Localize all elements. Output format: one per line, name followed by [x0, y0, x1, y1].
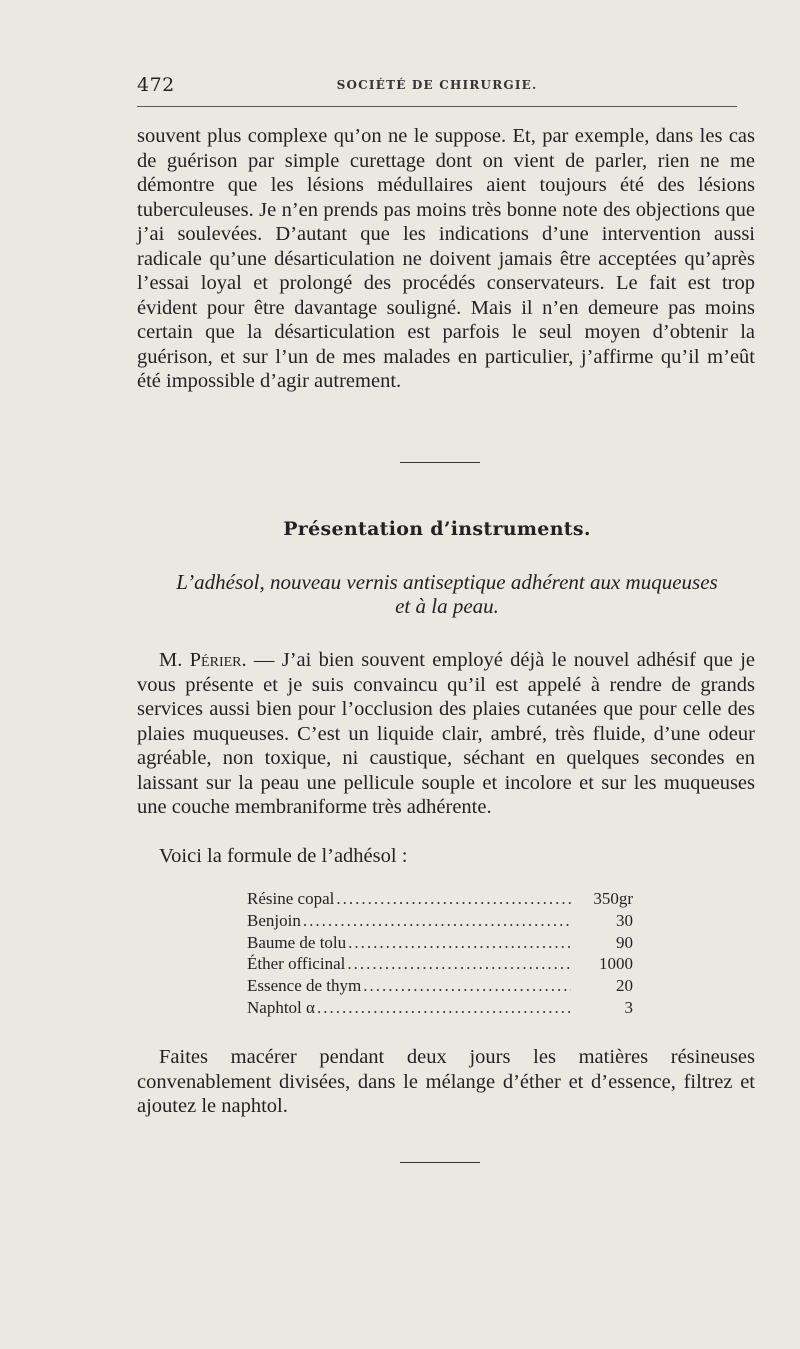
page-header	[137, 74, 737, 98]
end-separator	[400, 1162, 480, 1163]
ingredient-quantity: 350gr	[593, 889, 633, 908]
section-title: Présentation d’instruments.	[283, 518, 591, 540]
formula-row	[247, 910, 657, 932]
paragraph-3: Voici la formule de l’adhésol :	[159, 845, 408, 867]
ingredient-quantity: 1000	[599, 954, 633, 974]
leader-dots	[303, 910, 571, 932]
ingredient-name: Naphtol α	[247, 997, 315, 1017]
article-subtitle	[137, 570, 757, 618]
ingredient-quantity: 30	[616, 910, 633, 930]
ingredient-quantity: 90	[616, 932, 633, 952]
formula-list	[247, 888, 657, 1019]
leader-dots	[336, 888, 571, 910]
formula-row	[247, 888, 657, 910]
section-separator	[400, 462, 480, 463]
leader-dots	[363, 975, 571, 997]
header-rule	[137, 106, 737, 107]
leader-dots	[347, 953, 571, 975]
subtitle-line-1: L’adhésol, nouveau vernis antiseptique adhérent aux muqueuses	[176, 570, 718, 594]
paragraph-2-text: — J’ai bien souvent employé déjà le nouvel adhésif que je vous présente et je suis convaincu qu’il est appelé à rendre de grands services aussi bien pour l’occlusion des plaies cutanées que pour celle des plaies muqueuses. C’est un liquide clair, ambré, très fluide, d’une odeur agréable, non toxique, ni caustique, séchant en quelques secondes en laissant sur la peau une pellicule souple et incolore et sur les muqueuses une couche membraniforme très adhérente.	[137, 649, 755, 818]
page-number: 472	[137, 74, 175, 96]
ingredient-name: Éther officinal	[247, 954, 346, 974]
paragraph-1: souvent plus complexe qu’on ne le suppose. Et, par exemple, dans les cas de guérison par simple curettage dont on vient de parler, rien ne me démontre que les lésions médullaires aient toujours été des lésions tuberculeuses. Je n’en prends pas moins très bonne note des objections que j’ai soulevées. D’autant que les indications d’une intervention aussi radicale qu’une désarticulation ne doivent jamais être acceptées qu’après l’essai loyal et prolongé des procédés conservateurs. Le fait est trop évident pour être davantage souligné. Mais il n’en demeure pas moins certain que la désarticulation est parfois le seul moyen d’obtenir la guérison, et sur l’un de mes malades en particulier, j’affirme qu’il m’eût été impossible d’agir autrement.	[137, 125, 755, 392]
ingredient-name: Benjoin	[247, 910, 301, 930]
paragraph-4: Faites macérer pendant deux jours les matières résineuses convenablement divisées, dans le mélange d’éther et d’essence, filtrez et ajoutez le naphtol.	[137, 1046, 755, 1117]
running-head: SOCIÉTÉ DE CHIRURGIE.	[336, 78, 538, 92]
leader-dots	[317, 997, 571, 1019]
speaker-name: M. Périer.	[159, 649, 247, 671]
ingredient-name: Baume de tolu	[247, 932, 347, 952]
formula-row	[247, 997, 657, 1019]
ingredient-name: Résine copal	[247, 889, 335, 908]
paragraph-2	[137, 648, 755, 820]
formula-row	[247, 953, 657, 975]
formula-row	[247, 975, 657, 997]
subtitle-line-2: et à la peau.	[395, 594, 499, 618]
formula-row	[247, 932, 657, 954]
ingredient-quantity: 20	[616, 976, 633, 996]
ingredient-quantity: 3	[624, 997, 633, 1017]
leader-dots	[348, 932, 571, 954]
ingredient-name: Essence de thym	[247, 976, 362, 996]
